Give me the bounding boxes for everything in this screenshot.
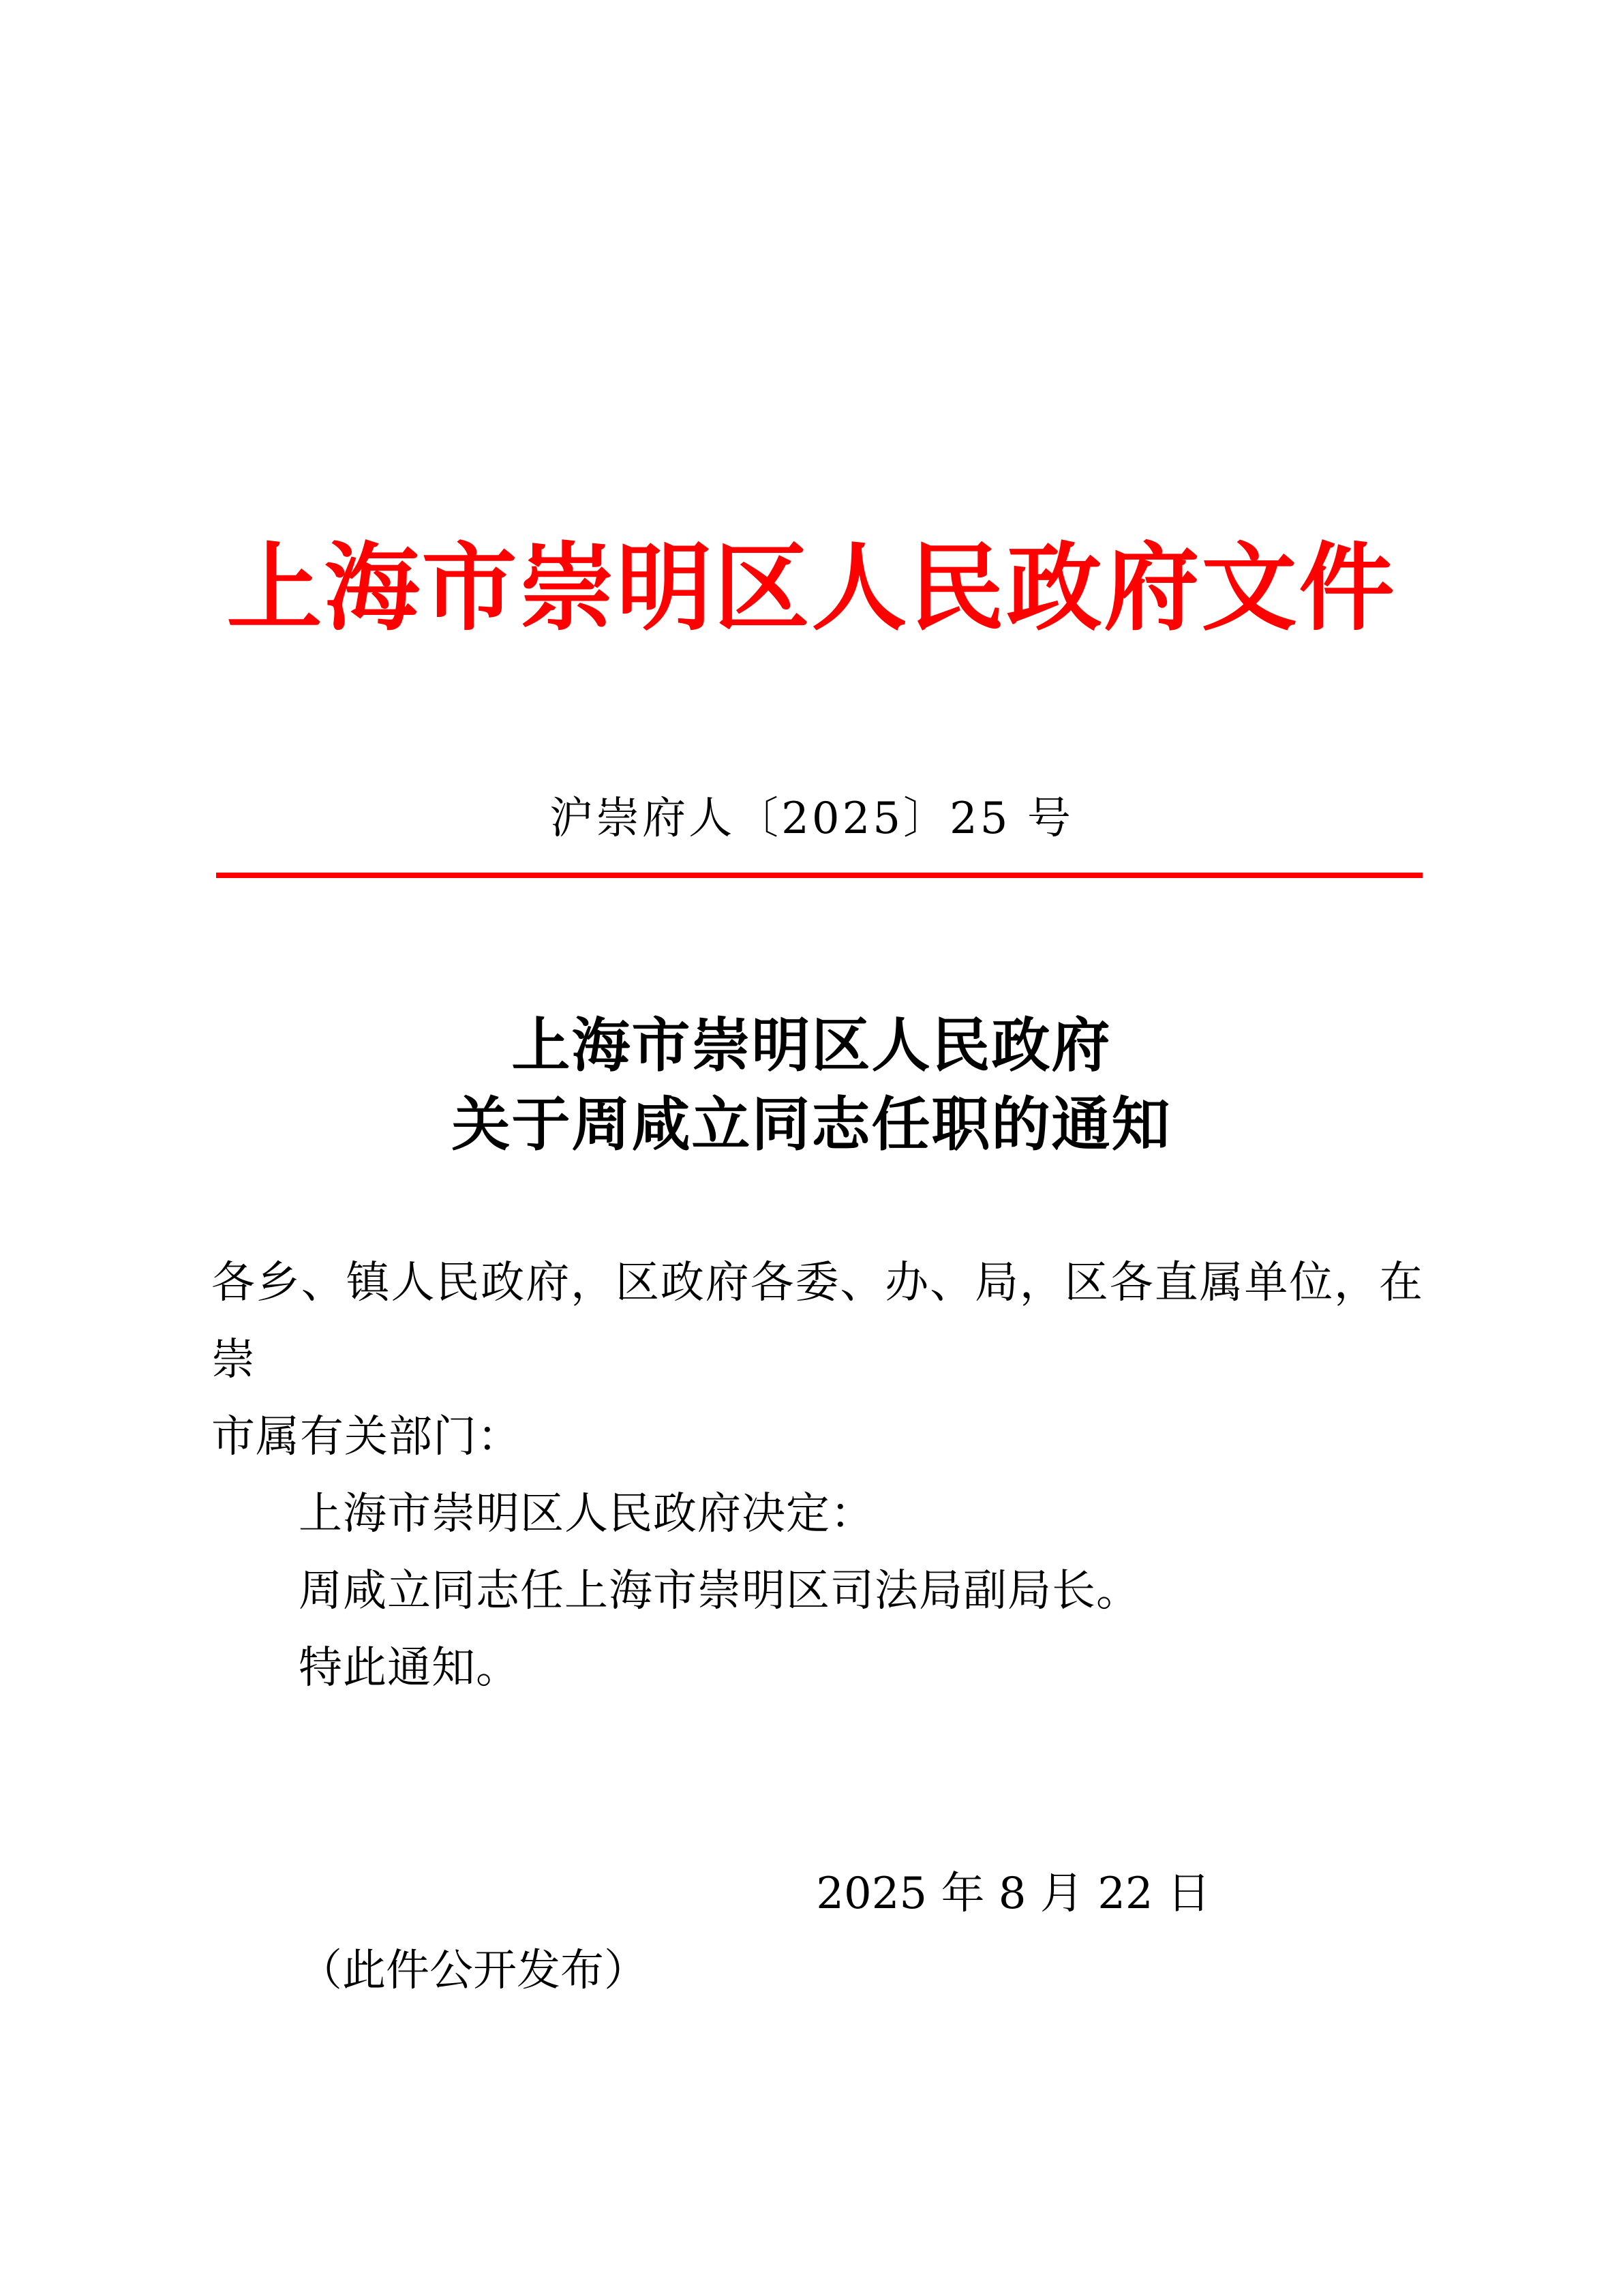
notice-title-line2: 关于周咸立同志任职的通知 <box>451 1090 1172 1159</box>
body-line-closing: 特此通知。 <box>299 1643 520 1693</box>
public-release-note: （此件公开发布） <box>299 1946 648 1996</box>
red-divider-line <box>216 873 1423 878</box>
issue-date: 2025 年 8 月 22 日 <box>816 1869 1211 1919</box>
body-line-recipients-2: 市属有关部门： <box>211 1412 521 1462</box>
body-line-recipients-1: 各乡、镇人民政府，区政府各委、办、局，区各直属单位，在崇 <box>211 1258 1423 1385</box>
notice-title <box>0 1006 1623 1164</box>
document-number: 沪崇府人〔2025〕25 号 <box>549 794 1074 844</box>
notice-body <box>211 1245 1423 1707</box>
agency-masthead-title: 上海市崇明区人民政府文件 <box>226 532 1397 644</box>
body-line-decision: 上海市崇明区人民政府决定： <box>299 1489 875 1539</box>
notice-title-line1: 上海市崇明区人民政府 <box>511 1011 1112 1080</box>
body-line-appointment: 周咸立同志任上海市崇明区司法局副局长。 <box>299 1566 1140 1616</box>
